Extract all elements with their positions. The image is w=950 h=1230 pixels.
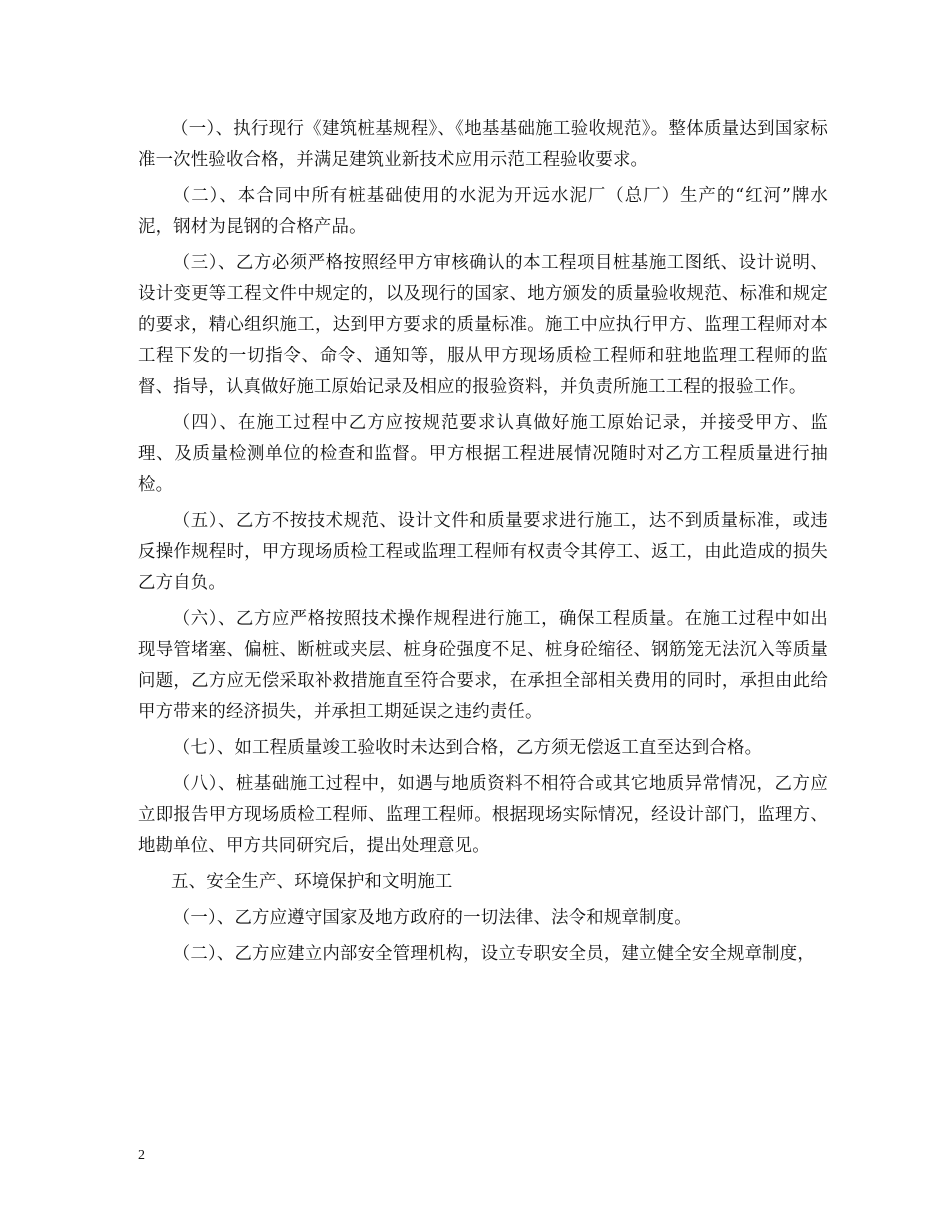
paragraph-construction-requirements: （三）、乙方必须严格按照经甲方审核确认的本工程项目桩基施工图纸、设计说明、设计变更等工程文件中规定的，以及现行的国家、地方颁发的质量验收规范、标准和规定的要求，精心组织施工，达到甲方要求的质量标准。施工中应执行甲方、监理工程师对本工程下发的一切指令、命令、通知等，服从甲方现场质检工程师和驻地监理工程师的监督、指导，认真做好施工原始记录及相应的报验资料，并负责所施工工程的报验工作。 bbox=[138, 253, 828, 397]
document-body bbox=[138, 114, 828, 975]
page-number: 2 bbox=[138, 1148, 145, 1163]
paragraph-quality-standard: （一）、执行现行《建筑桩基规程》、《地基基础施工验收规范》。整体质量达到国家标准一次性验收合格，并满足建筑业新技术应用示范工程验收要求。 bbox=[138, 119, 828, 170]
paragraph-inspection: （四）、在施工过程中乙方应按规范要求认真做好施工原始记录，并接受甲方、监理、及质量检测单位的检查和监督。甲方根据工程进展情况随时对乙方工程质量进行抽检。 bbox=[138, 413, 828, 495]
paragraph-materials: （二）、本合同中所有桩基础使用的水泥为开远水泥厂（总厂）生产的“红河”牌水泥，钢材为昆钢的合格产品。 bbox=[138, 186, 828, 237]
paragraph-noncompliance: （五）、乙方不按技术规范、设计文件和质量要求进行施工，达不到质量标准，或违反操作规程时，甲方现场质检工程或监理工程师有权责令其停工、返工，由此造成的损失乙方自负。 bbox=[138, 511, 828, 593]
paragraph-rework: （七）、如工程质量竣工验收时未达到合格，乙方须无偿返工直至达到合格。 bbox=[172, 738, 763, 758]
paragraph-safety-management: （二）、乙方应建立内部安全管理机构，设立专职安全员，建立健全安全规章制度， bbox=[172, 944, 815, 964]
paragraph-geological-anomaly: （八）、桩基础施工过程中，如遇与地质资料不相符合或其它地质异常情况，乙方应立即报告甲方现场质检工程师、监理工程师。根据现场实际情况，经设计部门，监理方、地勘单位、甲方共同研究后，提出处理意见。 bbox=[138, 774, 828, 856]
paragraph-quality-problems: （六）、乙方应严格按照技术操作规程进行施工，确保工程质量。在施工过程中如出现导管堵塞、偏桩、断桩或夹层、桩身砼强度不足、桩身砼缩径、钢筋笼无法沉入等质量问题，乙方应无偿采取补救措施直至符合要求，在承担全部相关费用的同时，承担由此给甲方带来的经济损失，并承担工期延误之违约责任。 bbox=[138, 609, 828, 722]
paragraph-laws: （一）、乙方应遵守国家及地方政府的一切法律、法令和规章制度。 bbox=[172, 908, 692, 928]
section-heading-safety: 五、安全生产、环境保护和文明施工 bbox=[171, 872, 453, 892]
